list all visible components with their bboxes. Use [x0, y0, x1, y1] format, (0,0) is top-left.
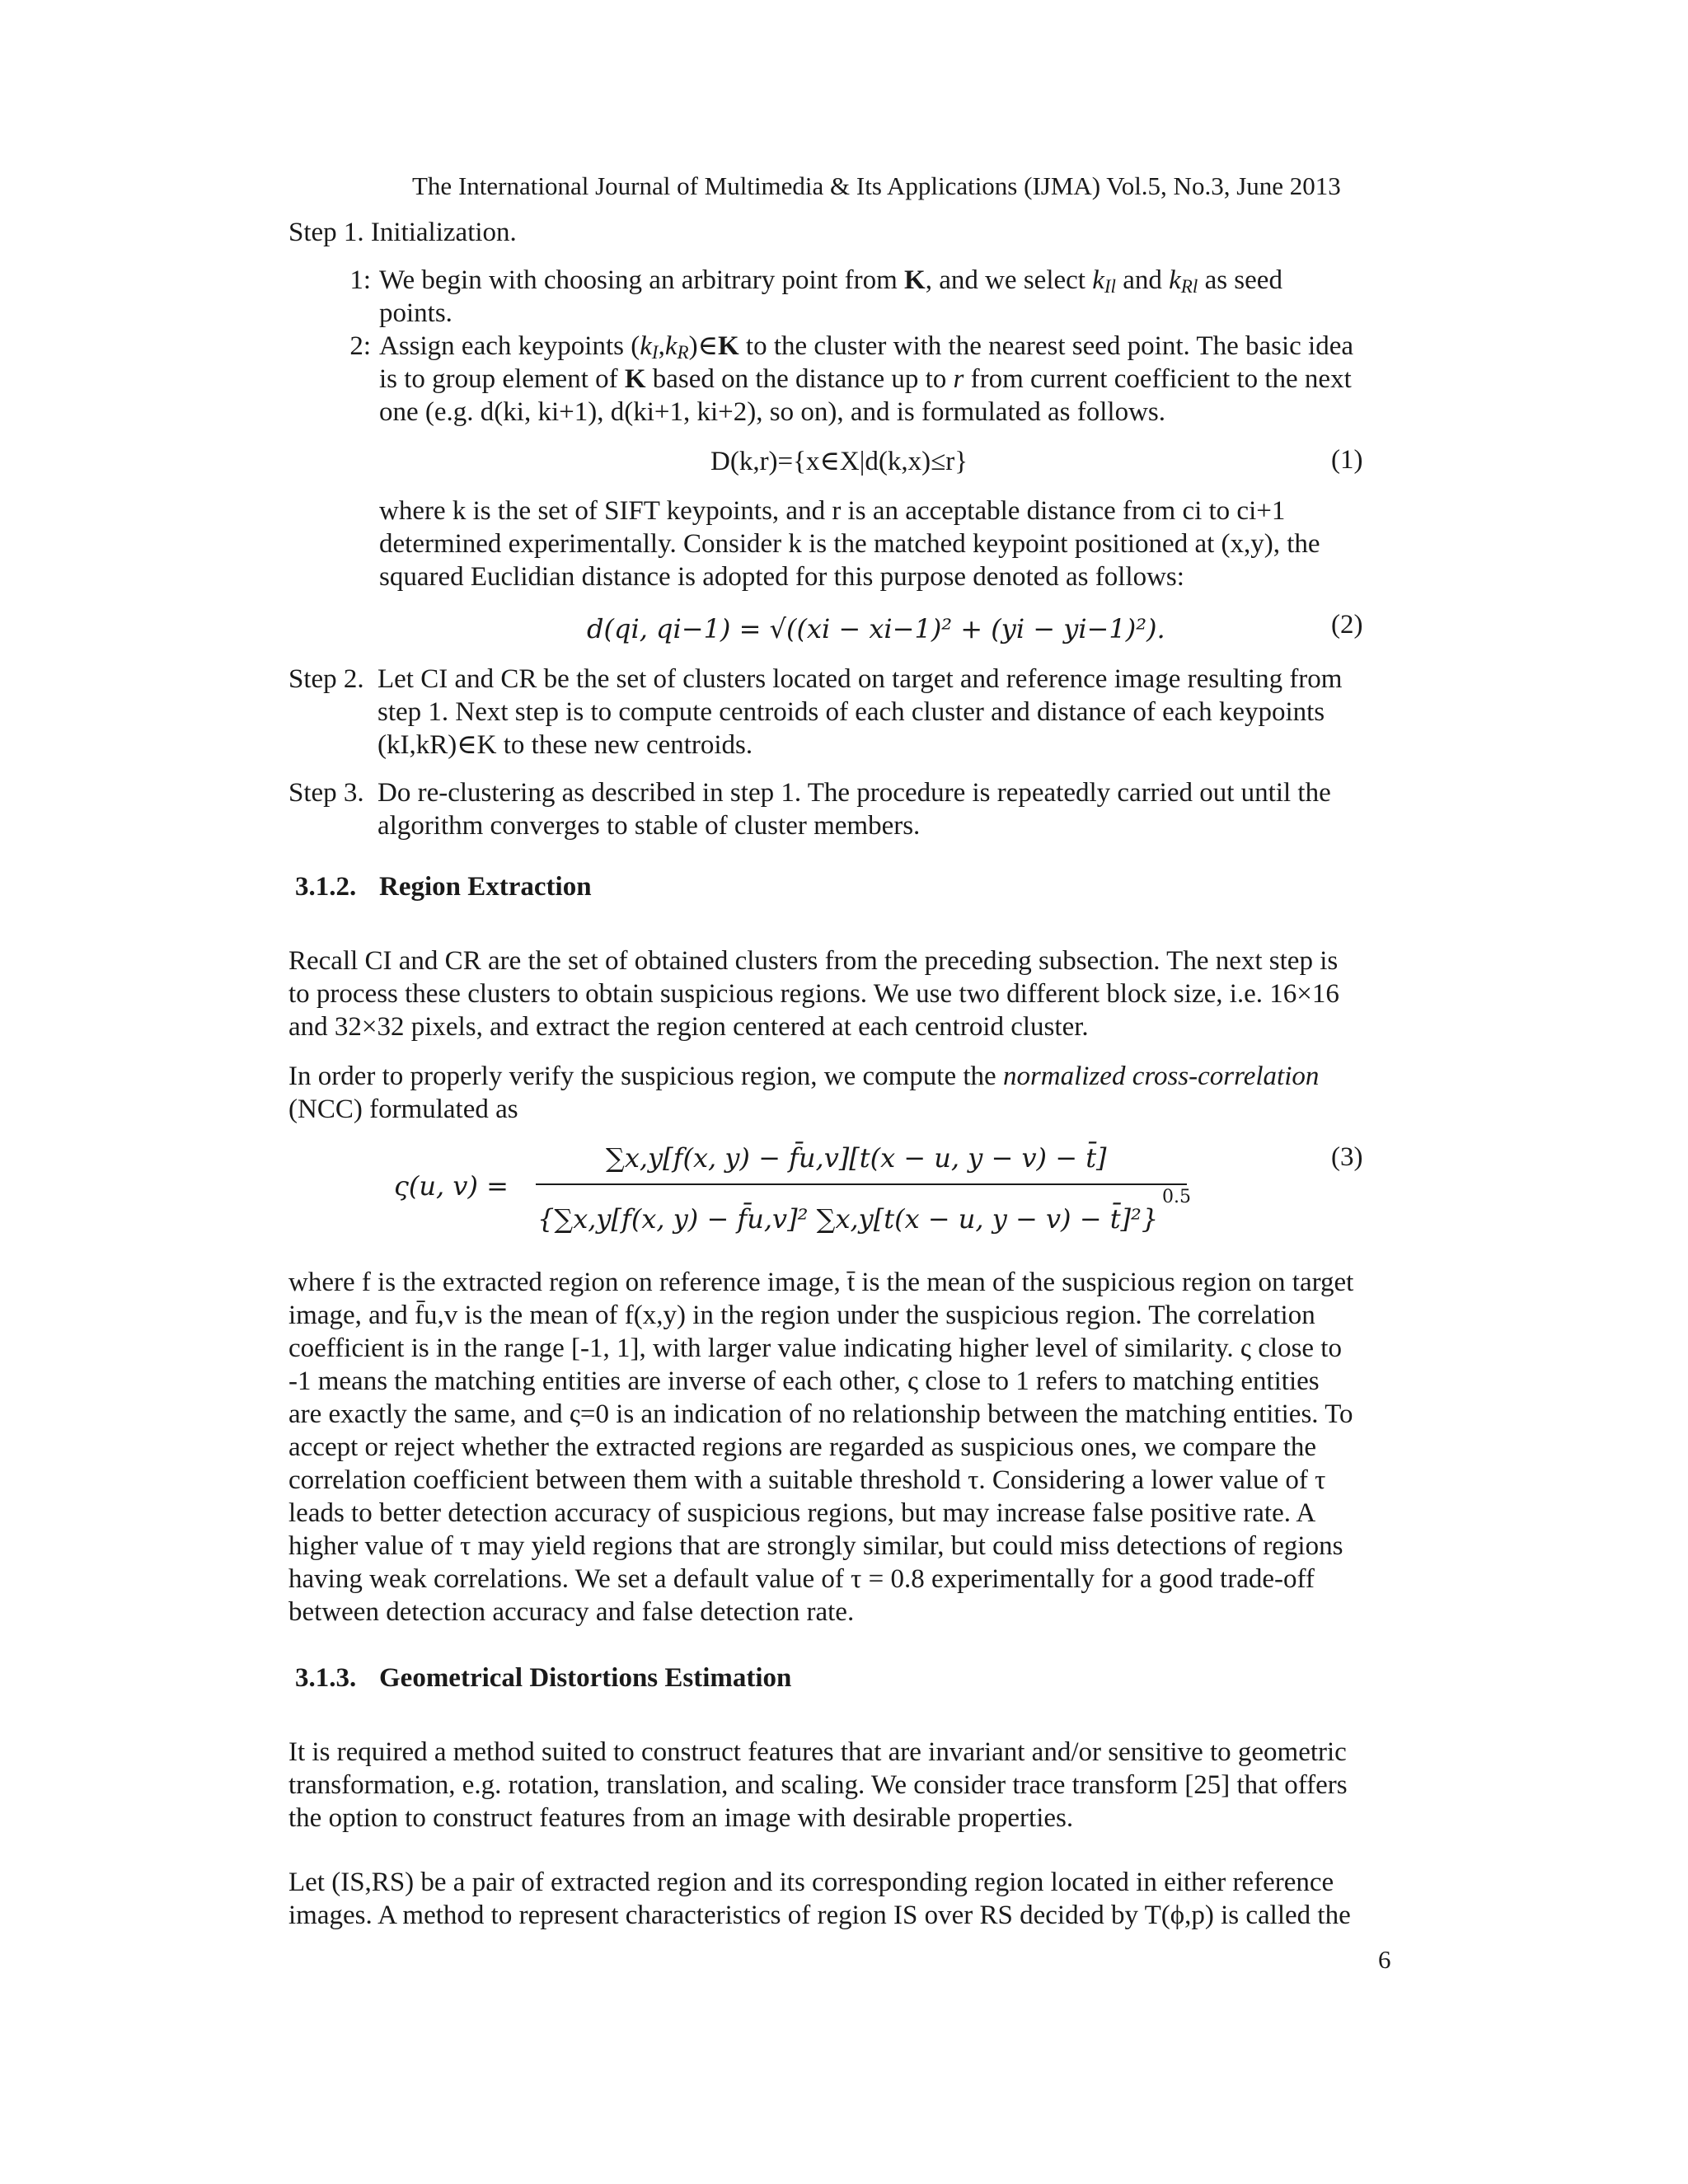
equation-1-number: (1) — [1331, 445, 1363, 475]
equation-2: d(qi, qi−1) = √((xi − xi−1)² + (yi − yi−1)²). — [587, 613, 1165, 644]
para3-line-9: higher value of τ may yield regions that are strongly similar, but could miss detections of regions — [288, 1531, 1343, 1561]
section-3-1-3-title: Geometrical Distortions Estimation — [379, 1663, 792, 1693]
step3-line2: algorithm converges to stable of cluster members. — [377, 811, 921, 841]
step3-line1: Do re-clustering as described in step 1. The procedure is repeatedly carried out until the — [377, 778, 1331, 808]
where1-line1: where k is the set of SIFT keypoints, and r is an acceptable distance from ci to ci+1 — [379, 496, 1286, 526]
equation-3-denominator: {∑x,y[f(x, y) − f̄u,v]² ∑x,y[t(x − u, y − v) − t̄]²} — [537, 1203, 1159, 1235]
step1-item2-number: 2: — [349, 331, 371, 361]
step1-label: Step 1. Initialization. — [288, 218, 517, 247]
para3-line-4: -1 means the matching entities are inverse of each other, ς close to 1 refers to matching entities — [288, 1366, 1320, 1396]
para1-line3: and 32×32 pixels, and extract the region centered at each centroid cluster. — [288, 1012, 1089, 1042]
equation-3-numerator: ∑x,y[f(x, y) − f̄u,v][t(x − u, y − v) − t̄] — [606, 1142, 1107, 1174]
step2-line3: (kI,kR)∈K to these new centroids. — [377, 730, 753, 760]
para3-line-2: image, and f̄u,v is the mean of f(x,y) in the region under the suspicious region. The correlation — [288, 1301, 1315, 1330]
step3-label: Step 3. — [288, 778, 364, 808]
para3-line-6: accept or reject whether the extracted regions are regarded as suspicious ones, we compare the — [288, 1432, 1317, 1462]
para3-line-8: leads to better detection accuracy of suspicious regions, but may increase false positive rate. A — [288, 1498, 1316, 1528]
para3-line-1: where f is the extracted region on reference image, t̄ is the mean of the suspicious region on target — [288, 1268, 1354, 1297]
where1-line3: squared Euclidian distance is adopted for this purpose denoted as follows: — [379, 562, 1184, 592]
step2-line1: Let CI and CR be the set of clusters located on target and reference image resulting from — [377, 664, 1343, 694]
section-3-1-3-number: 3.1.3. — [295, 1663, 357, 1693]
where1-line2: determined experimentally. Consider k is the matched keypoint positioned at (x,y), the — [379, 529, 1320, 559]
step1-item1-line1: We begin with choosing an arbitrary point from K, and we select $k_{Il}$ and $k_{Rl}$ as seed — [379, 265, 1282, 297]
equation-3-number: (3) — [1331, 1142, 1363, 1172]
section-3-1-2-number: 3.1.2. — [295, 872, 357, 902]
step2-label: Step 2. — [288, 664, 364, 694]
para3-line-7: correlation coefficient between them with a suitable threshold τ. Considering a lower value of τ — [288, 1465, 1326, 1495]
para2-line2: (NCC) formulated as — [288, 1094, 518, 1124]
equation-3-lhs: ς(u, v) = — [394, 1170, 509, 1202]
para5-line-2: images. A method to represent characteristics of region IS over RS decided by T(ϕ,p) is called the — [288, 1900, 1351, 1930]
step1-item2-line3: one (e.g. d(ki, ki+1), d(ki+1, ki+2), so on), and is formulated as follows. — [379, 397, 1166, 427]
step2-line2: step 1. Next step is to compute centroids of each cluster and distance of each keypoints — [377, 697, 1325, 727]
page-number: 6 — [1378, 1945, 1391, 1974]
para2-line1: In order to properly verify the suspicious region, we compute the normalized cross-correlation — [288, 1062, 1320, 1091]
equation-1: D(k,r)={x∈X|d(k,x)≤r} — [710, 447, 968, 476]
step1-item1-number: 1: — [349, 265, 371, 295]
para4-line-2: transformation, e.g. rotation, translation, and scaling. We consider trace transform [25] that offers — [288, 1770, 1348, 1800]
step1-item2-line1: Assign each keypoints $(k_I,k_R)\in K$ to the cluster with the nearest seed point. The basic idea — [379, 331, 1353, 363]
para1-line1: Recall CI and CR are the set of obtained clusters from the preceding subsection. The next step is — [288, 946, 1339, 976]
section-3-1-2-title: Region Extraction — [379, 872, 592, 902]
para1-line2: to process these clusters to obtain suspicious regions. We use two different block size, i.e. 16×16 — [288, 979, 1339, 1009]
para3-line-5: are exactly the same, and ς=0 is an indication of no relationship between the matching entities. To — [288, 1399, 1353, 1429]
running-header: The International Journal of Multimedia & Its Applications (IJMA) Vol.5, No.3, June 2013 — [412, 171, 1341, 200]
para3-line-3: coefficient is in the range [-1, 1], with larger value indicating higher level of similarity. ς close to — [288, 1333, 1342, 1363]
equation-2-number: (2) — [1331, 610, 1363, 640]
para3-line-10: having weak correlations. We set a default value of τ = 0.8 experimentally for a good trade-off — [288, 1564, 1315, 1594]
step1-item2-line2: is to group element of K based on the distance up to r from current coefficient to the next — [379, 364, 1352, 394]
step1-item1-line2: points. — [379, 298, 452, 328]
para3-line-11: between detection accuracy and false detection rate. — [288, 1597, 855, 1627]
equation-3-exponent: 0.5 — [1162, 1187, 1191, 1207]
para4-line-3: the option to construct features from an image with desirable properties. — [288, 1803, 1074, 1833]
para4-line-1: It is required a method suited to construct features that are invariant and/or sensitive to geometric — [288, 1737, 1347, 1767]
para5-line-1: Let (IS,RS) be a pair of extracted region and its corresponding region located in either reference — [288, 1868, 1334, 1897]
equation-3-fraction-bar — [536, 1183, 1187, 1185]
